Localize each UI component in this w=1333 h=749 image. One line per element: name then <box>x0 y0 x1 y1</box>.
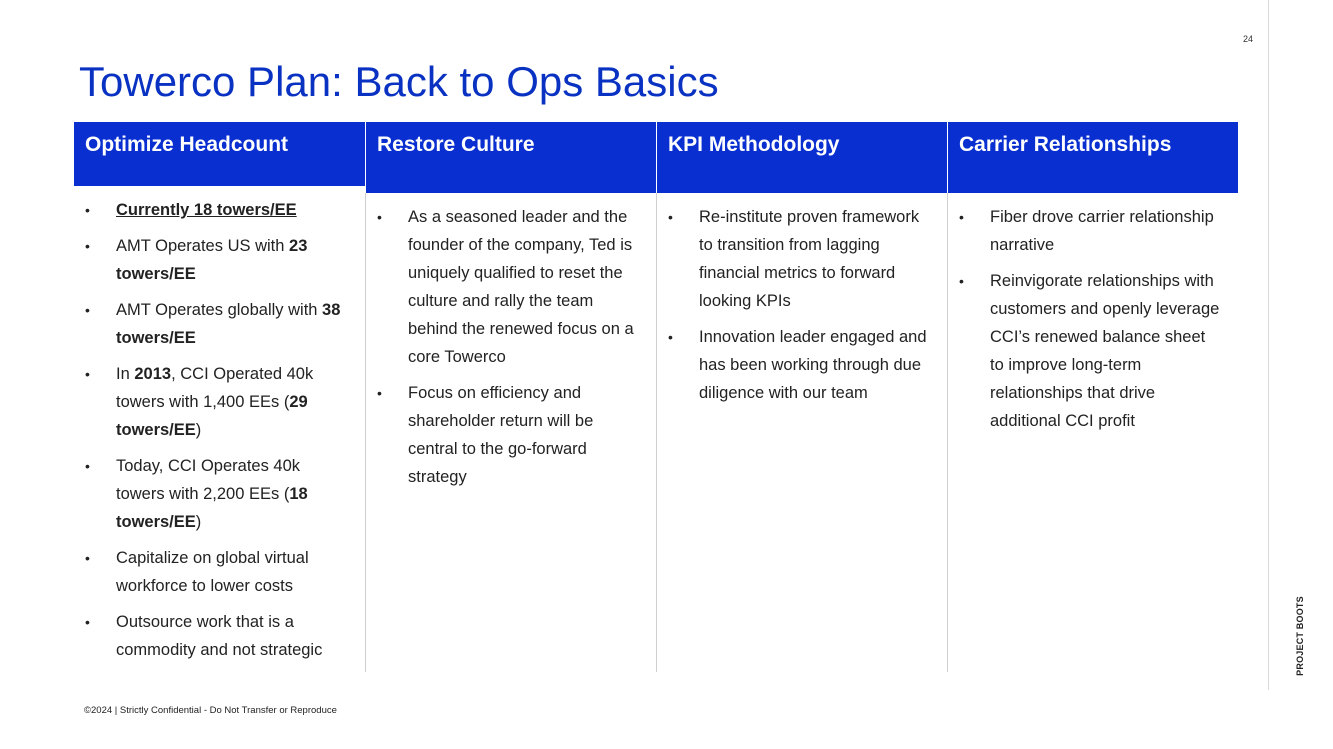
column-body <box>74 186 365 672</box>
bullet-item <box>74 608 347 664</box>
bullet-marker: • <box>668 329 673 345</box>
column-body <box>948 193 1238 443</box>
page-number: 24 <box>1243 34 1254 44</box>
side-divider <box>1268 0 1269 690</box>
column-header: Carrier Relationships <box>947 122 1238 193</box>
bullet-text: Outsource work that is a commodity and not strategic <box>116 613 323 659</box>
bullet-text: Focus on efficiency and shareholder return will be central to the go-forward strategy <box>408 384 594 486</box>
bullet-list <box>948 203 1220 435</box>
bullet-list <box>366 203 638 491</box>
bullet-text: In <box>116 365 135 383</box>
bullet-text: 38 towers/EE <box>116 301 341 347</box>
bullet-text: Capitalize on global virtual workforce to lower costs <box>116 549 309 595</box>
bullet-marker: • <box>85 302 90 318</box>
column-carrier-relationships <box>947 122 1238 672</box>
bullet-marker: • <box>85 458 90 474</box>
bullet-text: 2013 <box>134 365 172 383</box>
column-kpi-methodology <box>656 122 947 672</box>
bullet-marker: • <box>85 366 90 382</box>
bullet-marker: • <box>85 202 90 218</box>
bullet-item <box>74 360 347 444</box>
bullet-item <box>74 544 347 600</box>
bullet-text: Currently 18 towers/EE <box>116 201 297 219</box>
bullet-text: ) <box>195 421 202 439</box>
bullet-marker: • <box>959 209 964 225</box>
bullet-item <box>74 452 347 536</box>
bullet-marker: • <box>85 614 90 630</box>
bullet-text: AMT Operates US with <box>116 237 290 255</box>
bullet-marker: • <box>85 238 90 254</box>
bullet-text: 18 towers/EE <box>116 485 308 531</box>
bullet-item <box>657 323 929 407</box>
bullet-item <box>366 203 638 371</box>
bullet-marker: • <box>959 273 964 289</box>
bullet-marker: • <box>85 550 90 566</box>
bullet-text: Re-institute proven framework to transition from lagging financial metrics to forward looking KPIs <box>699 208 920 310</box>
page-title: Towerco Plan: Back to Ops Basics <box>79 58 719 105</box>
bullet-item <box>74 232 347 288</box>
bullet-marker: • <box>668 209 673 225</box>
column-header: Optimize Headcount <box>74 122 365 186</box>
bullet-item <box>948 267 1220 435</box>
column-body <box>657 193 947 415</box>
bullet-text: 23 towers/EE <box>116 237 308 283</box>
columns-grid <box>74 122 1238 672</box>
bullet-text: Fiber drove carrier relationship narrative <box>990 208 1214 254</box>
bullet-list <box>74 196 347 664</box>
bullet-item <box>74 196 347 224</box>
bullet-text: ) <box>195 513 202 531</box>
column-header: Restore Culture <box>365 122 656 193</box>
bullet-text: , CCI Operated 40k towers with 1,400 EEs ( <box>116 365 314 411</box>
bullet-text: Today, CCI Operates 40k towers with 2,200 EEs ( <box>116 457 301 503</box>
bullet-item <box>657 203 929 315</box>
bullet-item <box>948 203 1220 259</box>
column-header: KPI Methodology <box>656 122 947 193</box>
bullet-list <box>657 203 929 407</box>
bullet-text: AMT Operates globally with <box>116 301 323 319</box>
bullet-item <box>74 296 347 352</box>
bullet-marker: • <box>377 385 382 401</box>
bullet-item <box>366 379 638 491</box>
bullet-text: As a seasoned leader and the founder of the company, Ted is uniquely qualified to reset the culture and rally the team behind the renewed focus on a core Towerco <box>408 208 634 366</box>
bullet-text: Reinvigorate relationships with customers and openly leverage CCI’s renewed balance sheet to improve long-term relationships that drive additional CCI profit <box>990 272 1220 430</box>
bullet-text: Innovation leader engaged and has been working through due diligence with our team <box>699 328 927 402</box>
column-body <box>366 193 656 499</box>
bullet-text: 29 towers/EE <box>116 393 308 439</box>
column-optimize-headcount <box>74 122 365 672</box>
bullet-marker: • <box>377 209 382 225</box>
column-restore-culture <box>365 122 656 672</box>
side-label: PROJECT BOOTS <box>1295 596 1305 676</box>
footer-copyright: ©2024 | Strictly Confidential - Do Not Transfer or Reproduce <box>84 705 337 716</box>
